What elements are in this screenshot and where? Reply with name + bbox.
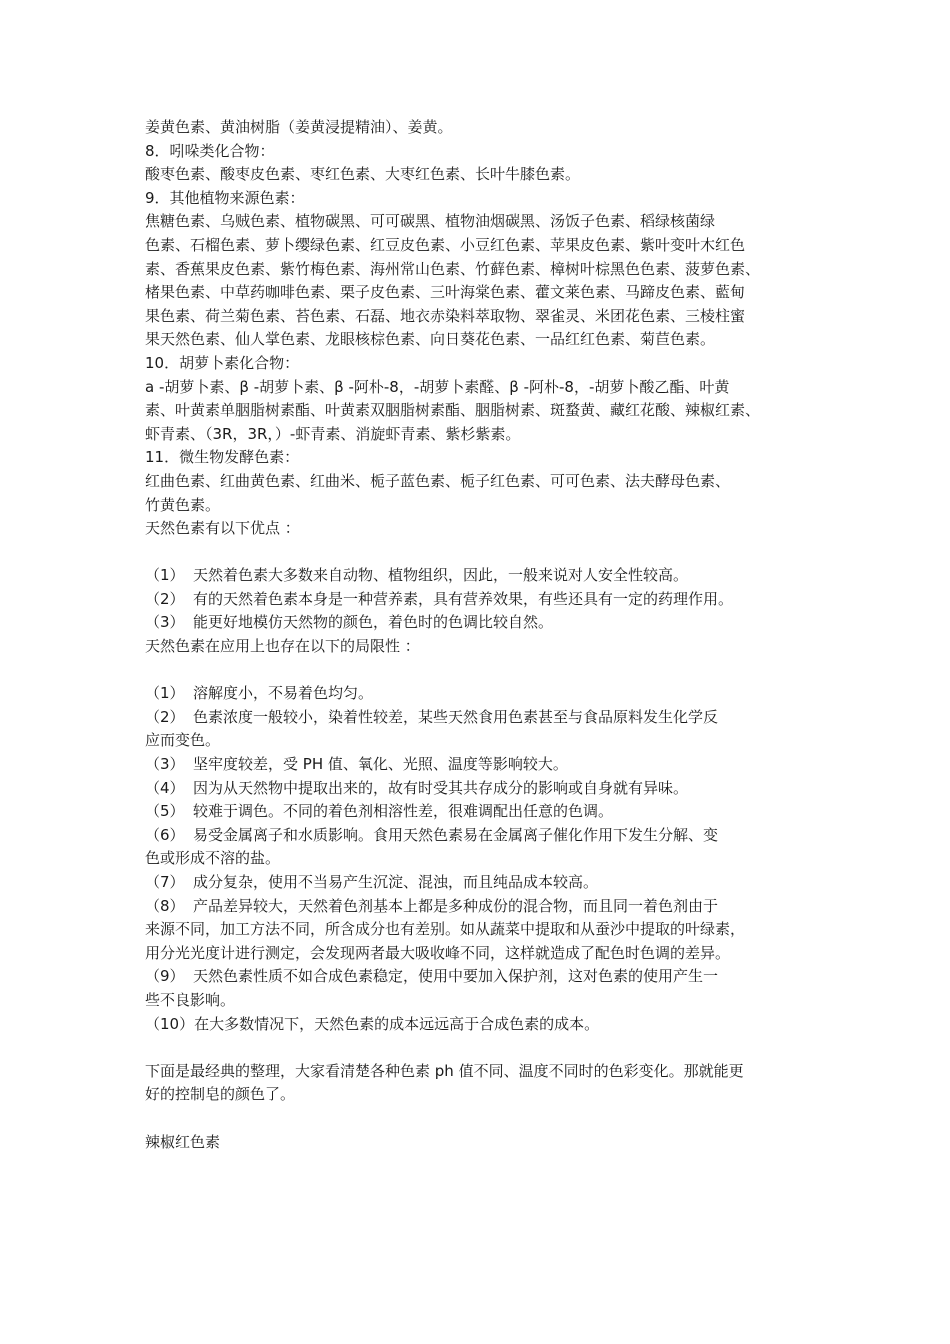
item-number: （5） xyxy=(145,802,185,821)
limitation-item xyxy=(145,800,815,824)
item-continuation: 来源不同，加工方法不同，所含成分也有差别。如从蔬菜中提取和从蚕沙中提取的叶绿素， xyxy=(145,920,746,939)
item-continuation: 用分光光度计进行测定，会发现两者最大吸收峰不同，这样就造成了配色时色调的差异。 xyxy=(145,943,731,962)
item-text: 溶解度小，不易着色均匀。 xyxy=(193,684,374,703)
text-line: a -胡萝卜素、β -胡萝卜素、β -阿朴-8，-胡萝卜素醛、β -阿朴-8，-胡萝卜酸乙酯、叶黄 xyxy=(145,377,730,396)
advantage-item xyxy=(145,588,815,612)
limitation-item xyxy=(145,895,815,919)
limitation-item xyxy=(145,871,815,895)
blank-line xyxy=(145,1107,815,1131)
text-line: 竹黄色素。 xyxy=(145,495,221,514)
limitation-item xyxy=(145,777,815,801)
item-number: （9） xyxy=(145,967,185,986)
item-number: （4） xyxy=(145,778,185,797)
text-line: 素、叶黄素单胭脂树素酯、叶黄素双胭脂树素酯、胭脂树素、斑蝥黄、藏红花酸、辣椒红素、 xyxy=(145,401,761,420)
item-number: （1） xyxy=(145,566,185,585)
closing-text: 下面是最经典的整理，大家看清楚各种色素 ph 值不同、温度不同时的色彩变化。那就能更 xyxy=(145,1061,744,1080)
limitation-item xyxy=(145,753,815,777)
limitation-item xyxy=(145,682,815,706)
item-number: （8） xyxy=(145,896,185,915)
advantage-item xyxy=(145,611,815,635)
text-line: 酸枣色素、酸枣皮色素、枣红色素、大枣红色素、长叶牛膝色素。 xyxy=(145,165,581,184)
item-number: （1） xyxy=(145,684,185,703)
text-line: 虾青素、（3R，3R，）-虾青素、消旋虾青素、紫杉紫素。 xyxy=(145,424,521,443)
item-text: 有的天然着色素本身是一种营养素，具有营养效果，有些还具有一定的药理作用。 xyxy=(193,589,734,608)
text-line: 色素、石榴色素、萝卜缨绿色素、红豆皮色素、小豆红色素、苹果皮色素、紫叶变叶木红色 xyxy=(145,235,746,254)
limitation-item xyxy=(145,706,815,730)
advantage-item xyxy=(145,564,815,588)
section-heading: 辣椒红色素 xyxy=(145,1132,221,1151)
item-text: 产品差异较大，天然着色剂基本上都是多种成份的混合物，而且同一着色剂由于 xyxy=(193,896,719,915)
section-heading: 9．其他植物来源色素： xyxy=(145,188,305,207)
blank-line xyxy=(145,1036,815,1060)
item-number: （3） xyxy=(145,755,185,774)
item-number: （2） xyxy=(145,707,185,726)
text-line: 楮果色素、中草药咖啡色素、栗子皮色素、三叶海棠色素、藿文莱色素、马蹄皮色素、藍甸 xyxy=(145,283,746,302)
item-text: 成分复杂，使用不当易产生沉淀、混浊，而且纯品成本较高。 xyxy=(193,873,599,891)
item-text: 在大多数情况下，天然色素的成本远远高于合成色素的成本。 xyxy=(194,1014,600,1033)
section-heading: 10．胡萝卜素化合物： xyxy=(145,353,300,372)
item-continuation: 色或形成不溶的盐。 xyxy=(145,849,281,868)
item-text: 因为从天然物中提取出来的，故有时受其共存成分的影响或自身就有异味。 xyxy=(193,778,689,797)
section-heading: 8．吲哚类化合物： xyxy=(145,141,275,160)
item-text: 天然色素性质不如合成色素稳定，使用中要加入保护剂，这对色素的使用产生一 xyxy=(193,967,719,986)
blank-line xyxy=(145,659,815,683)
text-line: 果天然色素、仙人掌色素、龙眼核棕色素、向日葵花色素、一品红红色素、菊苣色素。 xyxy=(145,330,716,349)
text-line: 果色素、荷兰菊色素、苔色素、石磊、地衣赤染料萃取物、翠雀灵、米团花色素、三棱柱蜜 xyxy=(145,306,746,325)
text-line: 焦糖色素、乌贼色素、植物碳黑、可可碳黑、植物油烟碳黑、汤饭子色素、稻绿核菌绿 xyxy=(145,212,716,231)
item-number: （10） xyxy=(145,1014,195,1033)
item-number: （7） xyxy=(145,873,185,891)
item-continuation: 些不良影响。 xyxy=(145,990,236,1009)
item-continuation: 应而变色。 xyxy=(145,731,221,750)
text-line: 红曲色素、红曲黄色素、红曲米、栀子蓝色素、栀子红色素、可可色素、法夫酵母色素、 xyxy=(145,471,731,490)
limitations-title: 天然色素在应用上也存在以下的局限性 ： xyxy=(145,637,420,656)
item-number: （2） xyxy=(145,589,185,608)
advantages-title: 天然色素有以下优点 ： xyxy=(145,519,300,538)
limitation-item xyxy=(145,824,815,848)
limitation-item xyxy=(145,1013,815,1037)
item-number: （6） xyxy=(145,825,185,844)
section-heading: 11．微生物发酵色素： xyxy=(145,448,300,467)
item-text: 较难于调色。不同的着色剂相溶性差，很难调配出任意的色调。 xyxy=(193,802,614,821)
limitation-item xyxy=(145,965,815,989)
text-line: 素、香蕉果皮色素、紫竹梅色素、海州常山色素、竹藓色素、樟树叶棕黑色色素、菠萝色素、 xyxy=(145,259,761,278)
item-text: 易受金属离子和水质影响。食用天然色素易在金属离子催化作用下发生分解、变 xyxy=(193,825,719,844)
text-line: 姜黄色素、黄油树脂（姜黄浸提精油）、姜黄。 xyxy=(145,118,453,136)
document-page xyxy=(145,116,815,1154)
item-text: 色素浓度一般较小，染着性较差，某些天然食用色素甚至与食品原料发生化学反 xyxy=(193,707,719,726)
item-text: 坚牢度较差，受 PH 值、氧化、光照、温度等影响较大。 xyxy=(193,755,568,774)
item-text: 能更好地模仿天然物的颜色，着色时的色调比较自然。 xyxy=(193,613,554,632)
item-number: （3） xyxy=(145,613,185,632)
item-text: 天然着色素大多数来自动物、植物组织，因此，一般来说对人安全性较高。 xyxy=(193,566,689,585)
blank-line xyxy=(145,541,815,565)
closing-text: 好的控制皂的颜色了。 xyxy=(145,1085,296,1104)
